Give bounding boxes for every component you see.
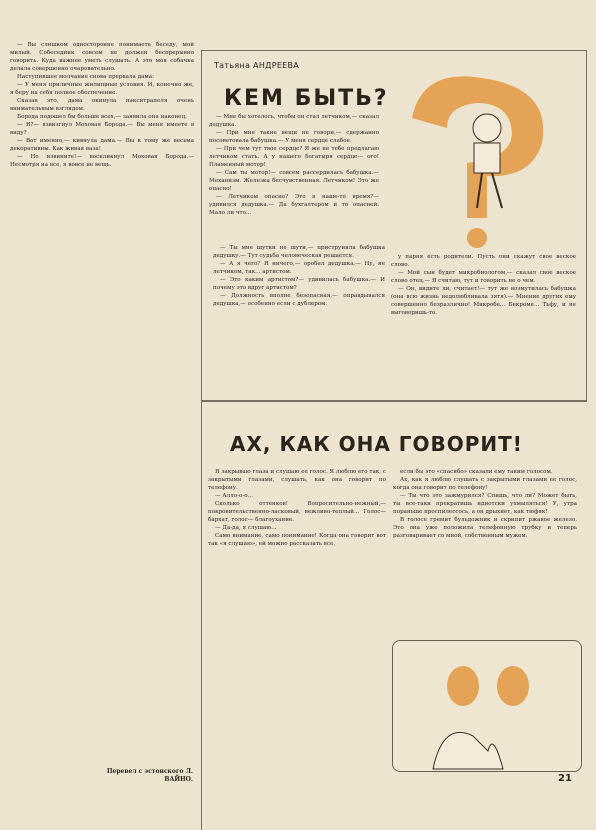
- paragraph: если бы это «спасибо» сказали ему таким голосом.: [400, 469, 553, 475]
- page-number: 21: [558, 773, 572, 784]
- left-column-text: [10, 41, 194, 169]
- article-2-column-2: [393, 468, 577, 540]
- paragraph: Сколько оттенков! Вопросительно-нежный,— покровительственно-ласковый, вежливо-теплый... Голос— бархат, голос— благоухание.: [208, 501, 386, 523]
- paragraph: — Алло-о-о...: [215, 493, 253, 499]
- paragraph: — У меня приличные жилищные условия. И, конечно же, я беру на себя полное обеспечение.: [10, 82, 194, 96]
- paragraph: В голосе гремит бульдожник и скрипит ржавое железо. Это она уже положила телефонную трубку и теперь разговаривает со мной, собственным мужем.: [393, 517, 577, 539]
- paragraph: — Это каким артистом?— удивилась бабушка.— И почему это вдруг артистом?: [213, 277, 385, 291]
- paragraph: — Вы слишком односторонне понимаете беседу, мой милый. Собеседник совсем не должен беспрерывно говорить. Куда важнее уметь слушать. А это моя собачка делала совершенно очаровательно.: [10, 42, 194, 72]
- paragraph: Борода подошел бы больше всех,— заявила она наконец.: [17, 114, 187, 120]
- paragraph: Я закрываю глаза и слушаю ее голос. Я люблю его так, с закрытыми глазами, слушать, как она говорит по телефону.: [208, 469, 386, 491]
- paragraph: — Вот именно,— кивнула дама.— Вы к тому же весьма декоративны. Как живая ваза!: [10, 138, 194, 152]
- paragraph: Ах, как я люблю слушать с закрытыми глазами ее голос, когда она говорит по телефону!: [393, 477, 577, 491]
- couple-icon: [393, 641, 581, 771]
- paragraph: Наступившее молчание снова прервала дама:: [17, 74, 154, 80]
- paragraph: у парня есть родители. Пусть они скажут свое веское слово.: [391, 254, 576, 268]
- paragraph: — Ты что это зажмурился? Спишь, что ли? Может быть, ты все-таки прекратишь идиотски ухмыляться! У, утра пораньше проспилессось, а он дрыхнет, как тюфяк!: [393, 493, 577, 515]
- boy-question-illustration: [392, 58, 582, 248]
- paragraph: — При чем тут твое сердце? Я же не тебе предлагаю летчиком стать. А у нашего богатыря сердце— ого! Пламенный мотор!: [209, 146, 379, 168]
- paragraph: — Мне бы хотелось, чтобы он стал летчиком,— сказал дедушка.: [209, 114, 379, 128]
- paragraph: Само внимание, само понимание! Когда она говорит вот так «я слушаю», ей можно рассказать все.: [208, 533, 386, 547]
- article-1-column-2: [213, 244, 385, 308]
- article-2-column-1: [208, 468, 386, 548]
- paragraph: — Ты мне шутки не шути,— приструнила бабушка дедушку.— Тут судьба человеческая решается.: [213, 245, 385, 259]
- article-1-column-3: [391, 253, 576, 317]
- article-author: Татьяна АНДРЕЕВА: [214, 61, 300, 70]
- tv-couple-illustration: [392, 640, 582, 772]
- paragraph: — Летчиком опасно? Это в наше-то время?— удивился дедушка.— Да бухгалтером и то опасней. Мало ли что...: [209, 194, 379, 216]
- paragraph: — Мой сын будет микробиологом,— сказал свое веское слово отец.— Я считаю, тут и говорить не о чем.: [391, 270, 576, 284]
- paragraph: — Да-да, я слушаю...: [215, 525, 277, 531]
- paragraph: — При мне такие вещи не говори,— сдержанно посоветовала бабушка.— У меня сердце слабое.: [209, 130, 379, 144]
- article-title-2: АХ, КАК ОНА ГОВОРИТ!: [230, 432, 523, 456]
- paragraph: — Должность вполне безопасная,— оправдывался дедушка,— особенно если с дублером.: [213, 293, 385, 307]
- paragraph: Сказав это, дама окинула накситрапеля очень внимательным взглядом.: [10, 98, 194, 112]
- translator-credit: Перевел с эстонского Л. ВАЙНО.: [106, 768, 193, 783]
- article-1-column-1: [209, 113, 379, 217]
- paragraph: — Но извините!— воскликнул Моховая Борода.— Несмотря на все, я вовсе не вещь.: [10, 154, 194, 168]
- paragraph: — Сам ты мотор!— совсем рассердилась бабушка.— Механизм. Железка бесчувственная. Летчиком! Это же опасно!: [209, 170, 379, 192]
- section-divider: [201, 400, 586, 401]
- paragraph: — Я?— взвизгнул Моховая Борода.— Вы меня имеете в виду?: [10, 122, 194, 136]
- paragraph: — А я чего? Я ничего,— оробел дедушка.— Ну, не летчиком, так... артистом.: [213, 261, 385, 275]
- article-title-1: КЕМ БЫТЬ?: [224, 86, 389, 111]
- paragraph: — Он, видите ли, считает!— тут же возмутилась бабушка (она всю жизнь недолюбливала зятя).— Мнение других ему совершенно безразлично! Микробе... Бекроме... Тьфу, и не выговоришь-то.: [391, 286, 576, 316]
